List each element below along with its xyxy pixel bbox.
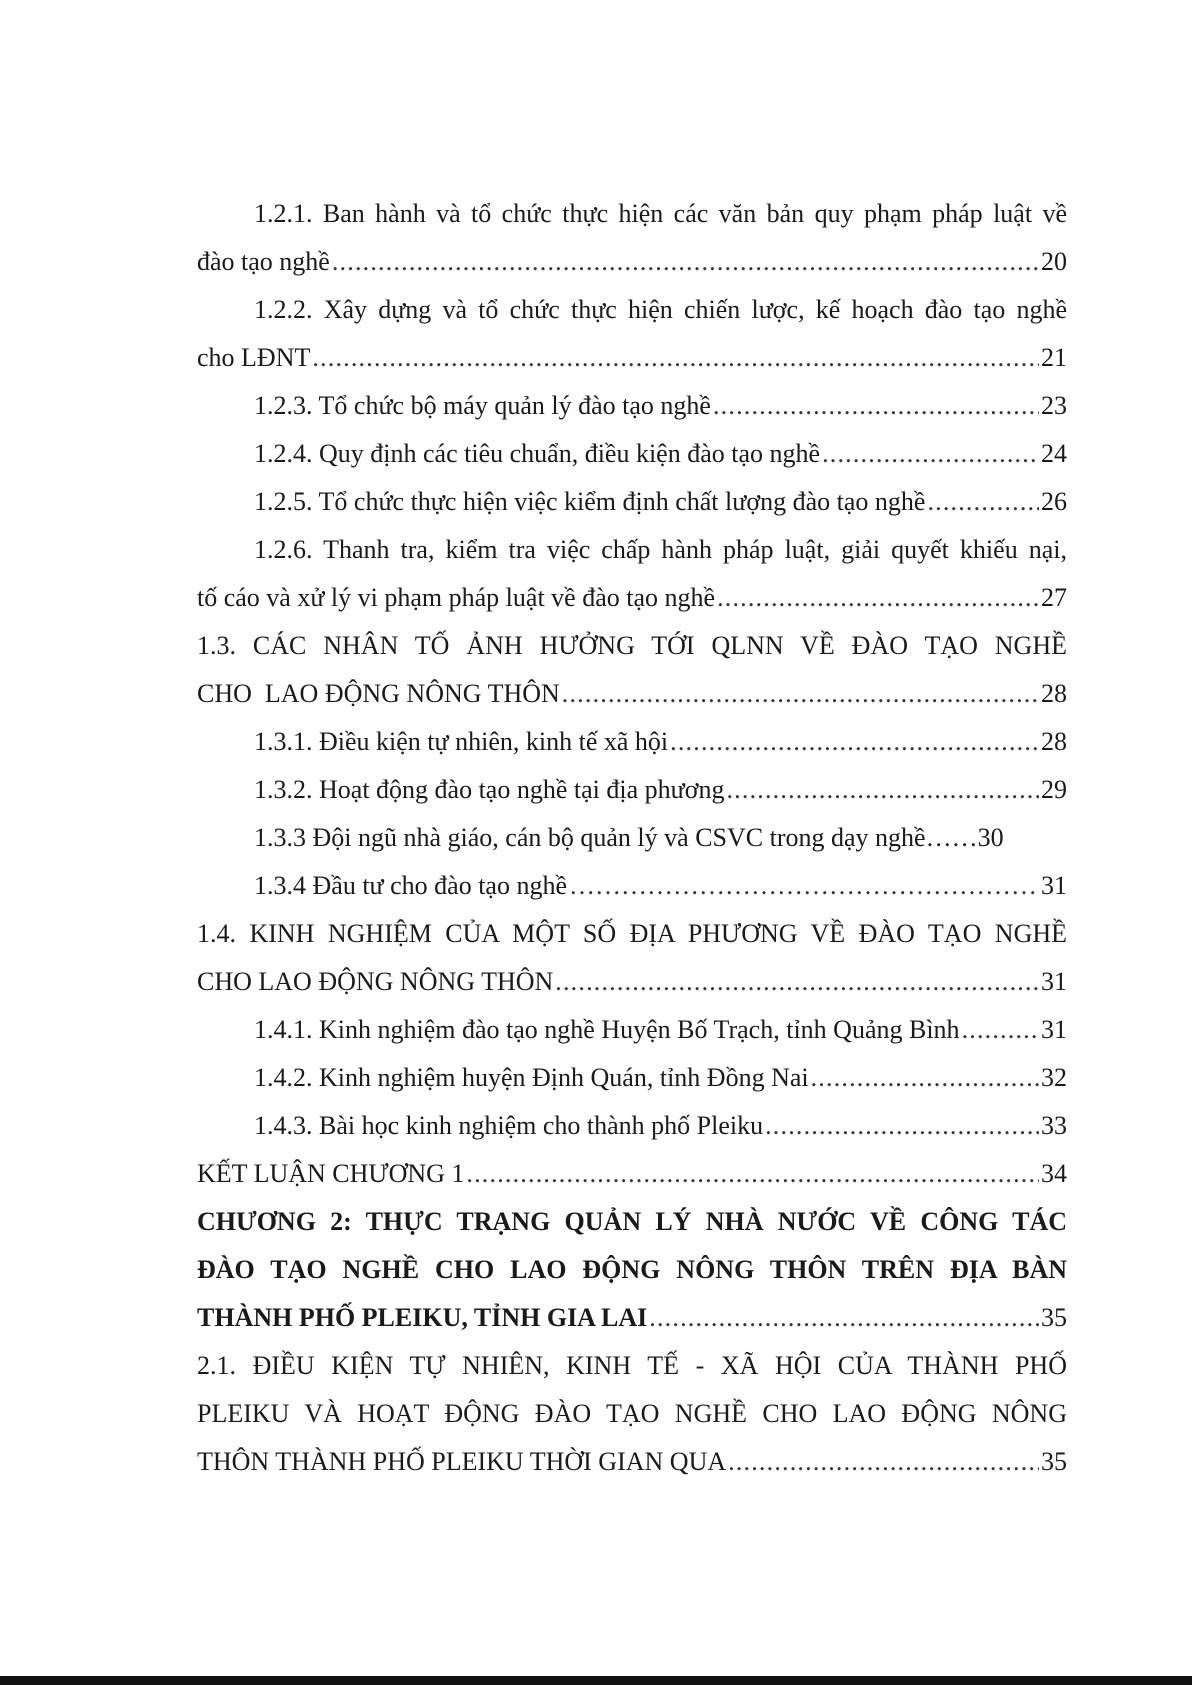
toc-entry-text: 1.3.2. Hoạt động đào tạo nghề tại địa phương — [254, 775, 725, 804]
toc-entry-text: THÔN THÀNH PHỐ PLEIKU THỜI GIAN QUA — [197, 1447, 727, 1476]
toc-entry-text: KẾT LUẬN CHƯƠNG 1 — [197, 1159, 465, 1188]
dot-leader — [562, 670, 1039, 718]
dot-leader — [569, 862, 1039, 910]
toc-section-1-4-line-2[interactable] — [197, 958, 1067, 1006]
toc-entry-text: THÀNH PHỐ PLEIKU, TỈNH GIA LAI — [197, 1303, 648, 1332]
toc-page-number: 28 — [1041, 679, 1067, 708]
toc-page-number: 20 — [1041, 247, 1067, 276]
toc-page-number: 35 — [1041, 1303, 1067, 1332]
toc-section-2-1-line-1 — [197, 1342, 1067, 1390]
dot-leader — [555, 958, 1039, 1006]
toc-entry-text: 1.2.1. Ban hành và tổ chức thực hiện các văn bản quy phạm pháp luật về — [254, 199, 1067, 228]
toc-entry-1-2-3[interactable] — [197, 382, 1067, 430]
toc-section-2-1-line-2 — [197, 1390, 1067, 1438]
toc-entry-1-2-2-line-2[interactable] — [197, 334, 1067, 382]
toc-entry-text: 1.4.2. Kinh nghiệm huyện Định Quán, tỉnh Đồng Nai — [254, 1063, 809, 1092]
dot-leader — [466, 1150, 1039, 1198]
toc-entry-1-2-2-line-1 — [197, 286, 1067, 334]
toc-entry-text: 1.2.3. Tổ chức bộ máy quản lý đào tạo nghề — [254, 391, 711, 420]
toc-entry-text: 1.3.3 Đội ngũ nhà giáo, cán bộ quản lý và CSVC trong dạy nghề……30 — [254, 823, 1004, 852]
table-of-contents — [197, 190, 1067, 1486]
toc-entry-1-2-6-line-1 — [197, 526, 1067, 574]
toc-section-2-1-line-3[interactable] — [197, 1438, 1067, 1486]
dot-leader — [765, 1102, 1039, 1150]
toc-entry-1-2-5[interactable] — [197, 478, 1067, 526]
toc-page-number: 29 — [1041, 775, 1067, 804]
toc-entry-text: 1.2.5. Tổ chức thực hiện việc kiểm định chất lượng đào tạo nghề — [254, 487, 926, 516]
toc-entry-text: 1.4.3. Bài học kinh nghiệm cho thành phố Pleiku — [254, 1111, 764, 1140]
toc-entry-1-2-1-line-2[interactable] — [197, 238, 1067, 286]
toc-chapter-2-line-1 — [197, 1198, 1067, 1246]
toc-entry-text: CHO LAO ĐỘNG NÔNG THÔN — [197, 967, 554, 996]
dot-leader — [717, 574, 1039, 622]
toc-page-number: 34 — [1041, 1159, 1067, 1188]
toc-page-number: 28 — [1041, 727, 1067, 756]
dot-leader — [726, 766, 1039, 814]
toc-entry-1-4-1[interactable] — [197, 1006, 1067, 1054]
toc-entry-text: 1.2.6. Thanh tra, kiểm tra việc chấp hành pháp luật, giải quyết khiếu nại, — [254, 535, 1067, 564]
toc-entry-1-2-4[interactable] — [197, 430, 1067, 478]
toc-entry-text: CHƯƠNG 2: THỰC TRẠNG QUẢN LÝ NHÀ NƯỚC VỀ CÔNG TÁC — [197, 1207, 1067, 1236]
toc-page-number: 32 — [1041, 1063, 1067, 1092]
toc-entry-1-2-1-line-1 — [197, 190, 1067, 238]
toc-entry-text: 1.4. KINH NGHIỆM CỦA MỘT SỐ ĐỊA PHƯƠNG VỀ ĐÀO TẠO NGHỀ — [197, 919, 1067, 948]
toc-page-number: 24 — [1041, 439, 1067, 468]
toc-entry-1-3-1[interactable] — [197, 718, 1067, 766]
page-bottom-edge — [0, 1676, 1192, 1685]
toc-page-number: 27 — [1041, 583, 1067, 612]
toc-section-1-3-line-1 — [197, 622, 1067, 670]
toc-entry-text: 1.3.1. Điều kiện tự nhiên, kinh tế xã hội — [254, 727, 669, 756]
dot-leader — [713, 382, 1039, 430]
toc-chapter-2-line-3[interactable] — [197, 1294, 1067, 1342]
toc-entry-text: CHO LAO ĐỘNG NÔNG THÔN — [197, 679, 560, 708]
toc-entry-1-3-4[interactable] — [197, 862, 1067, 910]
toc-entry-text: ĐÀO TẠO NGHỀ CHO LAO ĐỘNG NÔNG THÔN TRÊN ĐỊA BÀN — [197, 1255, 1067, 1284]
toc-entry-1-4-3[interactable] — [197, 1102, 1067, 1150]
toc-entry-text: 1.3.4 Đầu tư cho đào tạo nghề — [254, 871, 568, 900]
dot-leader — [822, 430, 1039, 478]
toc-entry-1-2-6-line-2[interactable] — [197, 574, 1067, 622]
toc-chapter-2-line-2 — [197, 1246, 1067, 1294]
toc-entry-text: 1.2.4. Quy định các tiêu chuẩn, điều kiện đào tạo nghề — [254, 439, 821, 468]
toc-chapter-1-conclusion[interactable] — [197, 1150, 1067, 1198]
toc-page-number: 33 — [1041, 1111, 1067, 1140]
toc-page-number: 31 — [1041, 967, 1067, 996]
toc-page-number: 23 — [1041, 391, 1067, 420]
dot-leader — [670, 718, 1039, 766]
dot-leader — [962, 1006, 1039, 1054]
toc-entry-text: đào tạo nghề — [197, 247, 330, 276]
dot-leader — [927, 478, 1039, 526]
dot-leader — [312, 334, 1039, 382]
toc-entry-text: 1.3. CÁC NHÂN TỐ ẢNH HƯỞNG TỚI QLNN VỀ ĐÀO TẠO NGHỀ — [197, 631, 1067, 660]
toc-entry-text: 1.2.2. Xây dựng và tổ chức thực hiện chiến lược, kế hoạch đào tạo nghề — [254, 295, 1067, 324]
toc-entry-text: tố cáo và xử lý vi phạm pháp luật về đào tạo nghề — [197, 583, 716, 612]
toc-entry-1-3-2[interactable] — [197, 766, 1067, 814]
toc-section-1-3-line-2[interactable] — [197, 670, 1067, 718]
toc-page-number: 21 — [1041, 343, 1067, 372]
toc-section-1-4-line-1 — [197, 910, 1067, 958]
toc-page-number: 35 — [1041, 1447, 1067, 1476]
toc-page-number: 26 — [1041, 487, 1067, 516]
toc-entry-text: 2.1. ĐIỀU KIỆN TỰ NHIÊN, KINH TẾ - XÃ HỘI CỦA THÀNH PHỐ — [197, 1351, 1067, 1380]
toc-page-number: 31 — [1041, 1015, 1067, 1044]
toc-entry-1-3-3[interactable] — [197, 814, 1067, 862]
toc-entry-text: 1.4.1. Kinh nghiệm đào tạo nghề Huyện Bố Trạch, tỉnh Quảng Bình — [254, 1015, 960, 1044]
toc-entry-text: cho LĐNT — [197, 343, 311, 372]
toc-page-number: 31 — [1041, 871, 1067, 900]
toc-entry-1-4-2[interactable] — [197, 1054, 1067, 1102]
dot-leader — [811, 1054, 1039, 1102]
toc-entry-text: PLEIKU VÀ HOẠT ĐỘNG ĐÀO TẠO NGHỀ CHO LAO ĐỘNG NÔNG — [197, 1399, 1067, 1428]
dot-leader — [649, 1294, 1039, 1342]
dot-leader — [332, 238, 1039, 286]
dot-leader — [728, 1438, 1039, 1486]
